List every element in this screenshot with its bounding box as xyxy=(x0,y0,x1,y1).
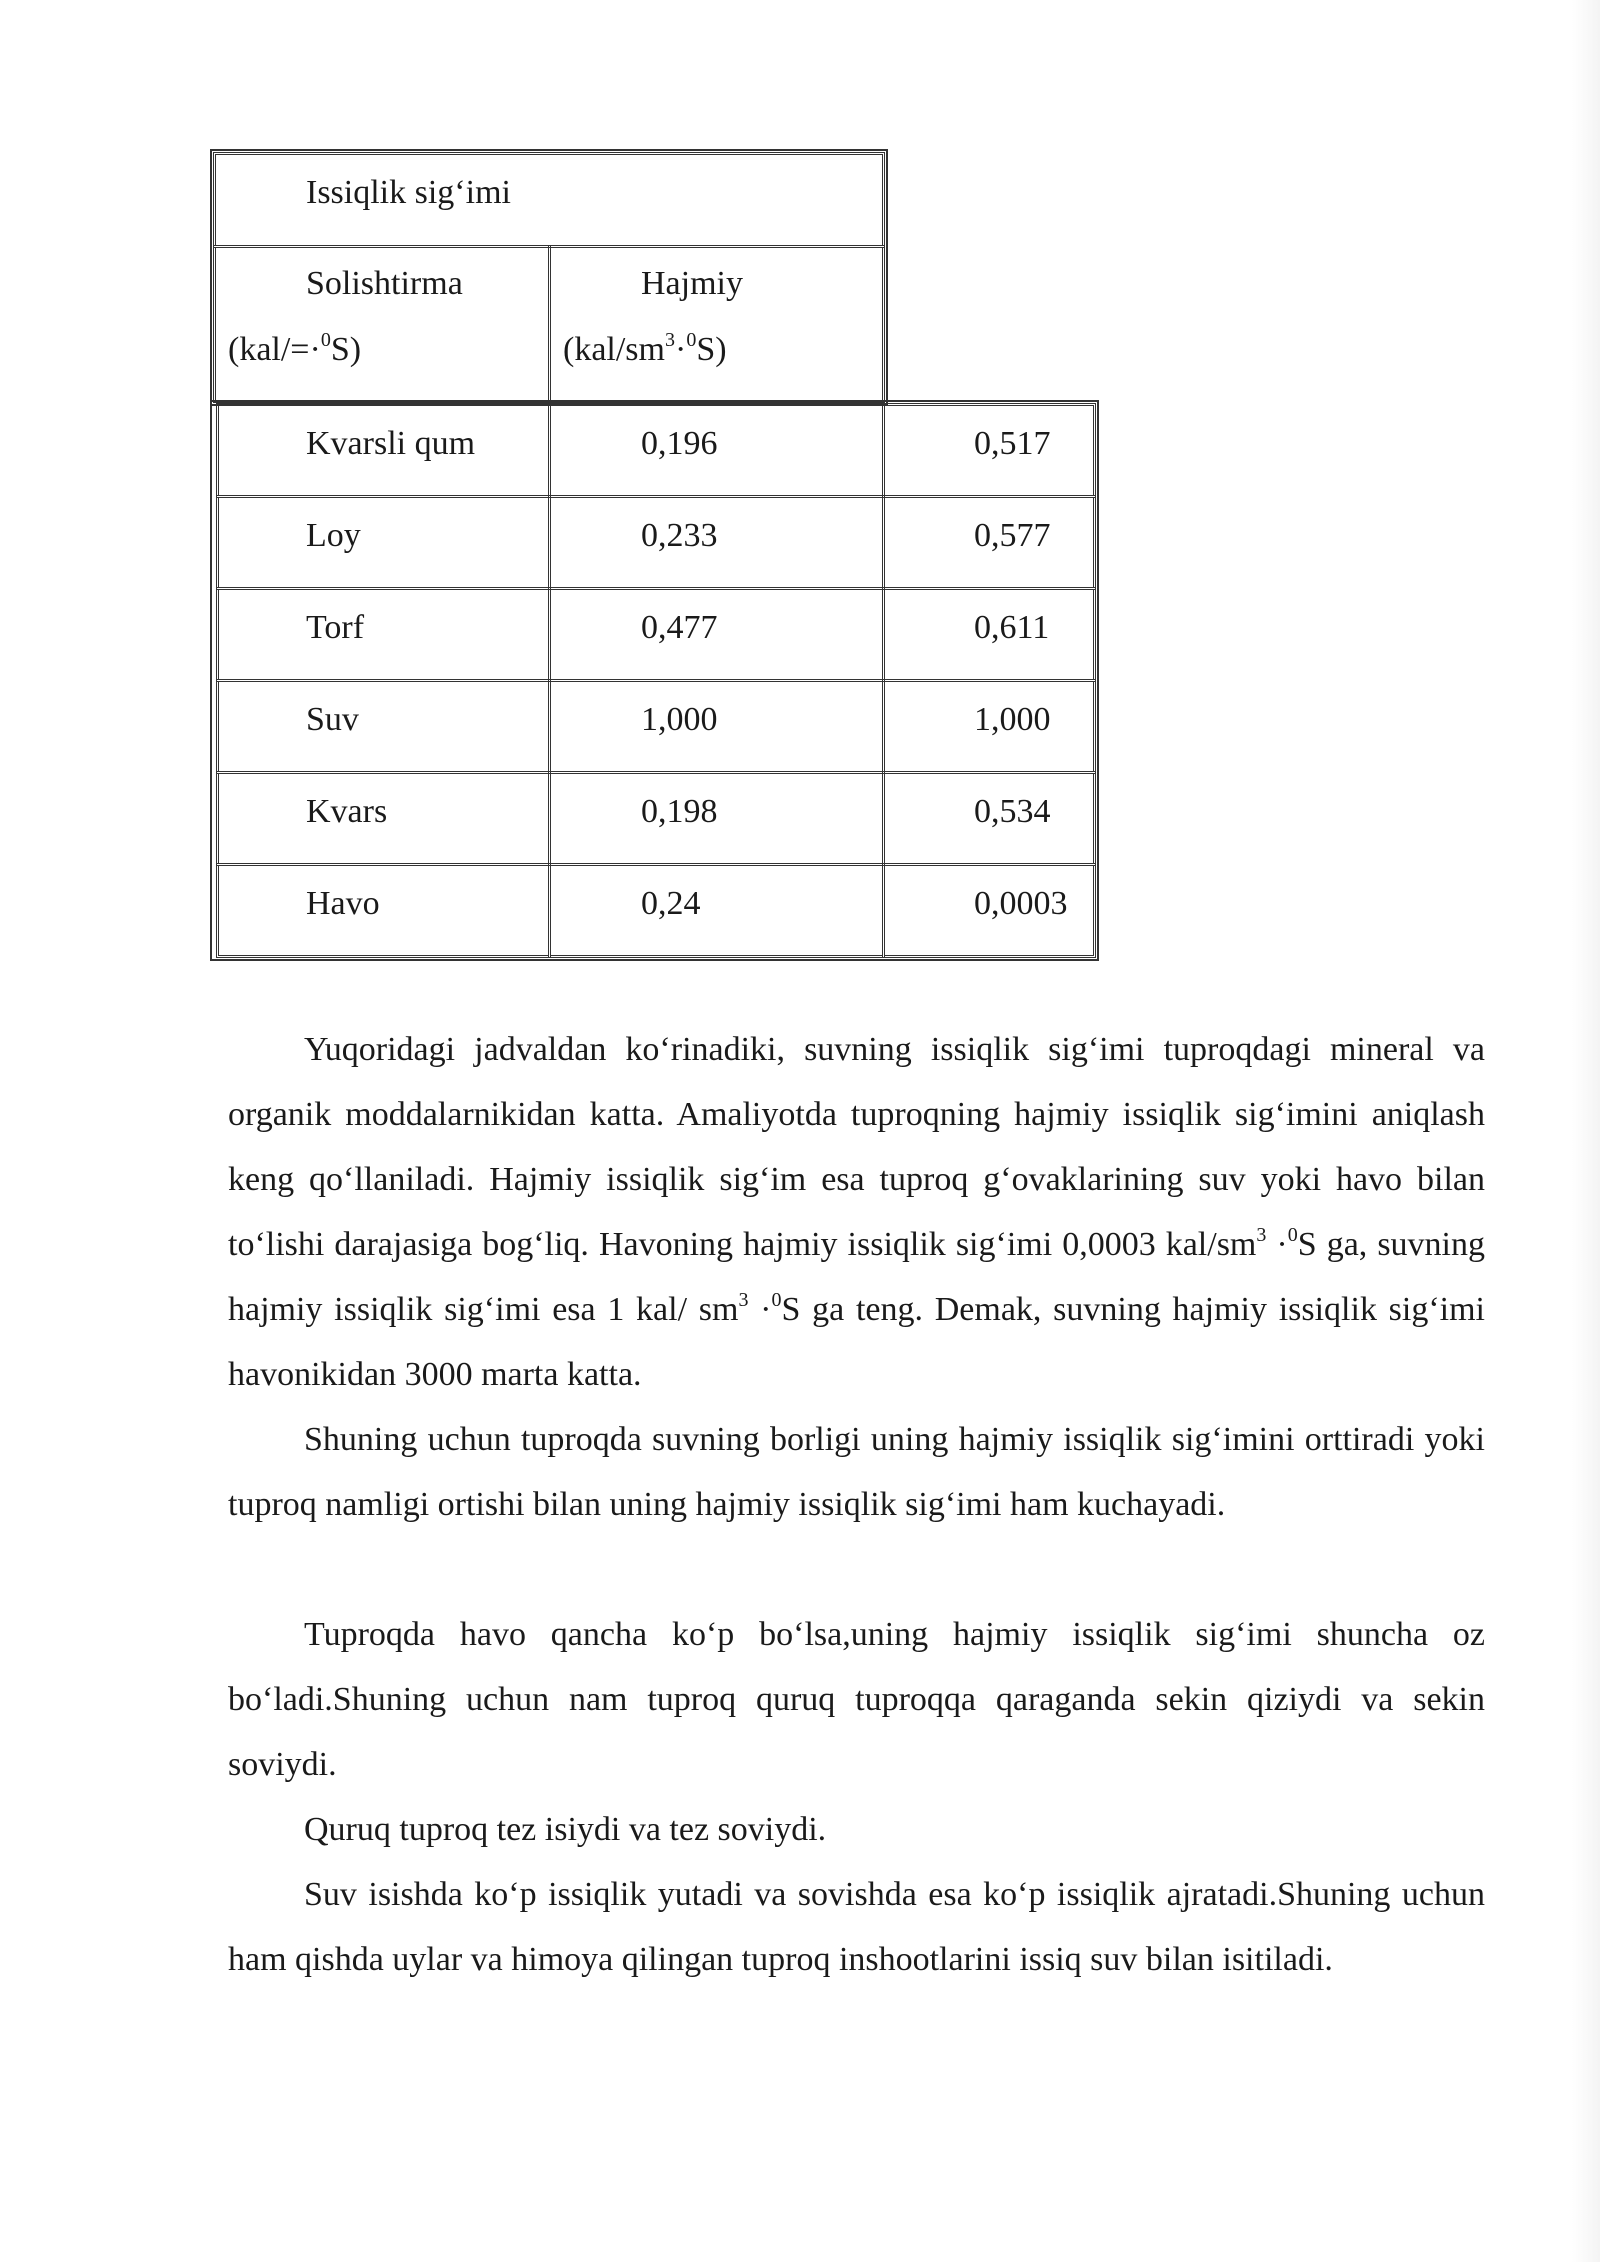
row-volumetric-value: 1,000 xyxy=(974,701,1051,738)
row-specific-cell xyxy=(548,679,885,774)
paragraph-3: Tuproqda havo qancha ko‘p bo‘lsa,uning hajmiy issiqlik sig‘imi shuncha oz bo‘ladi.Shuning uchun nam tuproq quruq tuproqqa qaraganda sekin qiziydi va sekin soviydi. xyxy=(228,1616,1485,1783)
row-name: Kvars xyxy=(306,793,388,830)
paragraph-1: Yuqoridagi jadvaldan ko‘rinadiki, suvning issiqlik sig‘imi tuproqdagi mineral va organik moddalarnikidan katta. Amaliyotda tuproqning hajmiy issiqlik sig‘imini aniqlash keng qo‘llaniladi. Hajmiy issiqlik sig‘im esa tuproq g‘ovaklarining suv yoki havo bilan to‘lishi darajasiga bog‘liq. Havoning hajmiy issiqlik sig‘imi 0,0003 kal/$sm^3 \cdot^0S$ ga, suvning hajmiy issiqlik sig‘imi esa 1 kal/ $sm^3 \cdot^0S$ ga teng. Demak, suvning hajmiy issiqlik sig‘imi havonikidan 3000 marta katta. xyxy=(228,1031,1486,1393)
table-header-volumetric-unit: $(kal/sm^3\cdot^0S)$ xyxy=(563,329,727,368)
row-volumetric-cell xyxy=(882,679,1096,774)
row-specific-value: 0,24 xyxy=(641,885,701,922)
row-volumetric-cell xyxy=(882,863,1096,958)
row-specific-cell xyxy=(548,587,885,682)
table-header-volumetric-cell xyxy=(548,245,885,403)
paragraph-2: Shuning uchun tuproqda suvning borligi uning hajmiy issiqlik sig‘imini orttiradi yoki tuproq namligi ortishi bilan uning hajmiy issiqlik sig‘imi ham kuchayadi. xyxy=(228,1421,1485,1523)
row-specific-cell xyxy=(548,495,885,590)
row-volumetric-cell xyxy=(882,771,1096,866)
row-volumetric-value: 0,517 xyxy=(974,425,1051,462)
row-name: Suv xyxy=(306,701,359,738)
row-volumetric-value: 0,611 xyxy=(974,609,1050,646)
row-specific-cell xyxy=(548,771,885,866)
page-edge-shadow xyxy=(1572,0,1600,2262)
row-volumetric-value: 0,534 xyxy=(974,793,1051,830)
row-name: Havo xyxy=(306,885,380,922)
paragraph-5: Suv isishda ko‘p issiqlik yutadi va sovishda esa ko‘p issiqlik ajratadi.Shuning uchun ham qishda uylar va himoya qilingan tuproq inshootlarini issiq suv bilan isitiladi. xyxy=(228,1876,1485,1978)
row-name-cell xyxy=(216,587,551,682)
row-volumetric-cell xyxy=(882,403,1096,498)
table-header-specific-unit: (kal/=·$^0$S) xyxy=(228,329,362,368)
paragraph-4: Quruq tuproq tez isiydi va tez soviydi. xyxy=(304,1811,827,1848)
row-specific-value: 0,196 xyxy=(641,425,718,462)
row-volumetric-cell xyxy=(882,495,1096,590)
row-specific-cell xyxy=(548,863,885,958)
row-specific-cell xyxy=(548,403,885,498)
table-header-specific-label: Solishtirma xyxy=(306,265,463,302)
row-volumetric-value: 0,0003 xyxy=(974,885,1068,922)
row-specific-value: 0,198 xyxy=(641,793,718,830)
row-name: Torf xyxy=(306,609,365,646)
table-header-specific-cell xyxy=(213,245,551,403)
table-header-title: Issiqlik sig‘imi xyxy=(306,174,511,211)
row-name-cell xyxy=(216,863,551,958)
row-specific-value: 1,000 xyxy=(641,701,718,738)
row-specific-value: 0,233 xyxy=(641,517,718,554)
row-name: Kvarsli qum xyxy=(306,425,476,462)
row-name-cell xyxy=(216,495,551,590)
table-header-volumetric-label: Hajmiy xyxy=(641,265,743,302)
row-specific-value: 0,477 xyxy=(641,609,718,646)
table-header-title-cell xyxy=(213,152,885,248)
row-name: Loy xyxy=(306,517,361,554)
row-name-cell xyxy=(216,403,551,498)
row-volumetric-cell xyxy=(882,587,1096,682)
row-name-cell xyxy=(216,771,551,866)
row-name-cell xyxy=(216,679,551,774)
row-volumetric-value: 0,577 xyxy=(974,517,1051,554)
